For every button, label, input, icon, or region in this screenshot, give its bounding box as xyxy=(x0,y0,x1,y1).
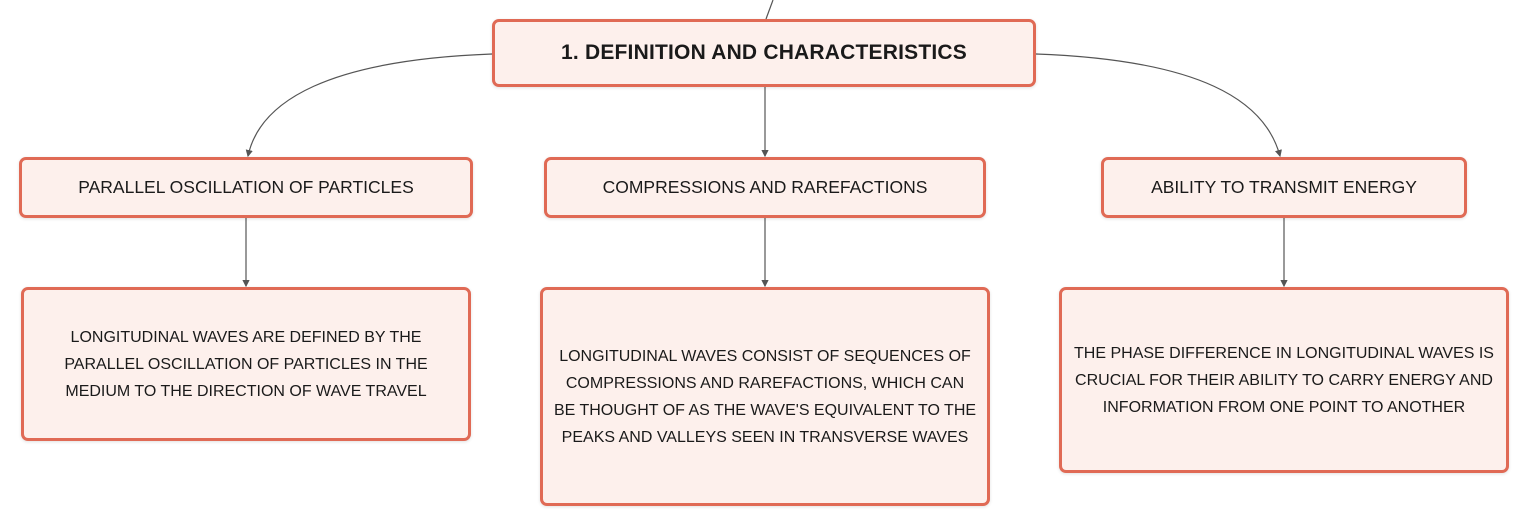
connector-root-to-branch-3 xyxy=(1036,54,1280,156)
branch-node-transmit-energy[interactable] xyxy=(1101,157,1467,218)
root-topic-title: 1. DEFINITION AND CHARACTERISTICS xyxy=(561,41,967,64)
root-topic-node[interactable] xyxy=(492,19,1036,87)
branch-node-compressions-rarefactions[interactable] xyxy=(544,157,986,218)
detail-node-transmit-energy[interactable] xyxy=(1059,287,1509,473)
branch-label: PARALLEL OSCILLATION OF PARTICLES xyxy=(78,177,414,197)
parent-connector xyxy=(766,0,773,19)
detail-node-compressions-rarefactions[interactable] xyxy=(540,287,990,506)
detail-text: THE PHASE DIFFERENCE IN LONGITUDINAL WAVES IS CRUCIAL FOR THEIR ABILITY TO CARRY ENERGY AND INFORMATION FROM ONE POINT TO ANOTHER xyxy=(1074,344,1494,416)
detail-text: LONGITUDINAL WAVES CONSIST OF SEQUENCES OF COMPRESSIONS AND RAREFACTIONS, WHICH CAN BE THOUGHT OF AS THE WAVE'S EQUIVALENT TO THE PEAKS AND VALLEYS SEEN IN TRANSVERSE WAVES xyxy=(553,347,977,446)
branch-label: COMPRESSIONS AND RAREFACTIONS xyxy=(602,177,928,197)
detail-node-parallel-oscillation[interactable] xyxy=(21,287,471,441)
connector-root-to-branch-1 xyxy=(248,54,492,156)
branch-label: ABILITY TO TRANSMIT ENERGY xyxy=(1151,177,1417,197)
branch-node-parallel-oscillation[interactable] xyxy=(19,157,473,218)
detail-text: LONGITUDINAL WAVES ARE DEFINED BY THE PARALLEL OSCILLATION OF PARTICLES IN THE MEDIUM TO THE DIRECTION OF WAVE TRAVEL xyxy=(64,328,428,400)
